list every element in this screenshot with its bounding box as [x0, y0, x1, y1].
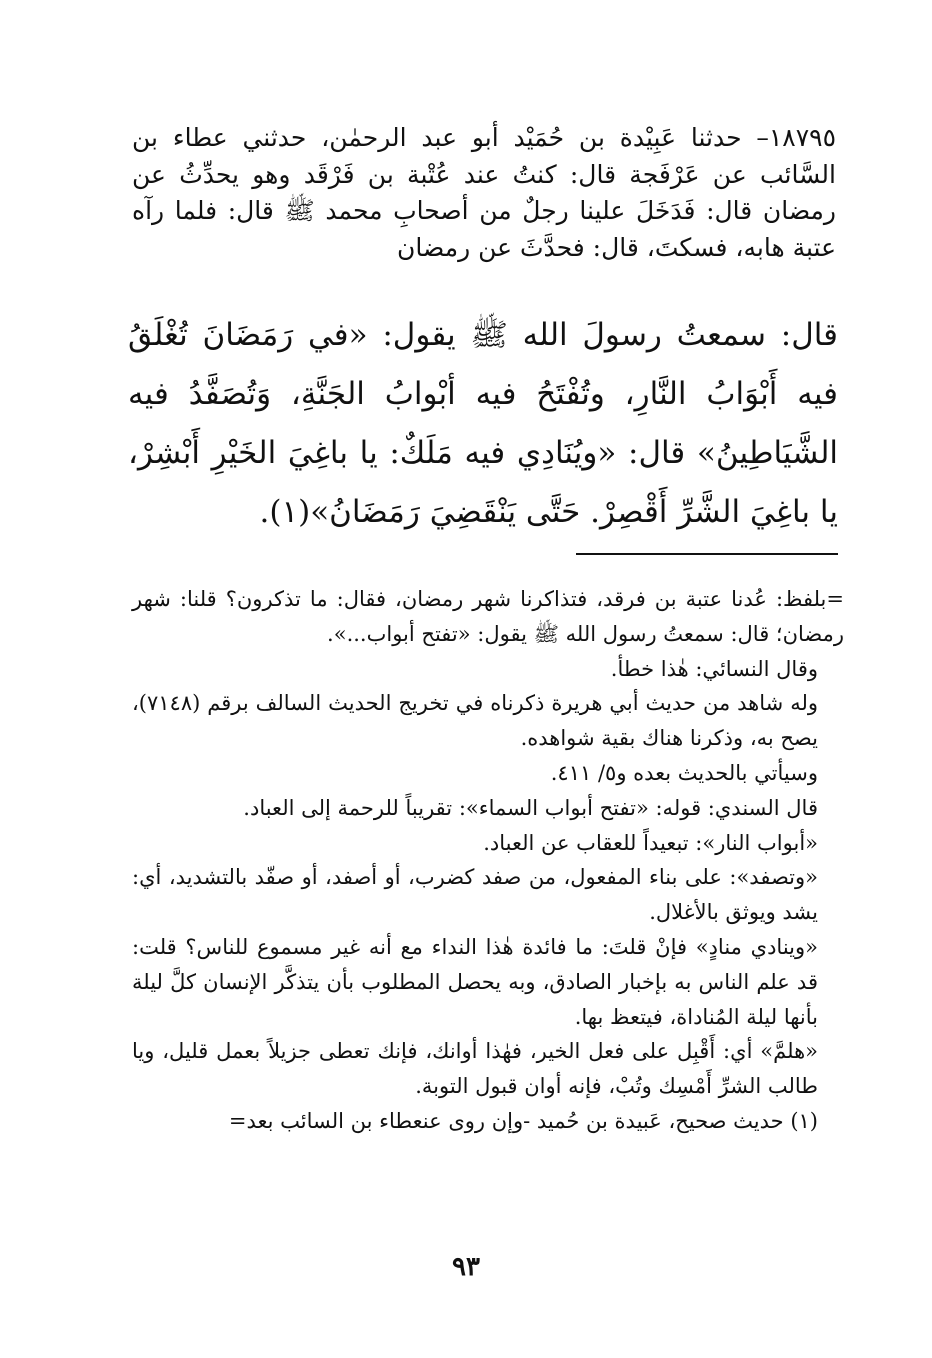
footnote-separator [576, 553, 838, 555]
footnotes [132, 582, 844, 1139]
footnote-line: وقال النسائي: هٰذا خطأ. [610, 656, 818, 681]
hadith-matn-paragraph: قال: سمعتُ رسولَ الله ﷺ يقول: «في رَمَضَانَ تُغْلَقُ فيه أَبْوَابُ النَّارِ، وتُفْتَحُ فيه أبْوابُ الجَنَّةِ، وَتُصَفَّدُ فيه الشَّيَاطِينُ» قال: «ويُنَادِي فيه مَلَكٌ: يا باغِيَ الخَيْرِ أَبْشِرْ، يا باغِيَ الشَّرِّ أَقْصِرْ. حَتَّى يَنْقَضِيَ رَمَضَانُ»(١). [128, 317, 838, 530]
footnote-line: «أبواب النار»: تبعيداً للعقاب عن العباد. [483, 830, 818, 855]
footnote-source-note: (١) حديث صحيح، عَبيدة بن حُميد -وإن روى عنعطاء بن السائب بعد= [228, 1108, 818, 1133]
footnote-line: =بلفظ: عُدنا عتبة بن فرقد، فتذاكرنا شهر رمضان، فقال: ما تذكرون؟ قلنا: شهر رمضان؛ قال: سمعتُ رسول الله ﷺ يقول: «تفتح أبواب...». [132, 587, 844, 646]
footnote-line: «هلمَّ» أي: أَقْبِل على فعل الخير، فهٰذا أوانك، فإنك تعطى جزيلاً بعمل قليل، ويا طالب الشرِّ أَمْسِك وتُبْ، فإنه أوان قبول التوبة. [132, 1039, 818, 1099]
footnote-line: «وتصفد»: على بناء المفعول، من صفد كضرب، أو أصفد، أو صفّد بالتشديد، أي: يشد ويوثق بالأغلال. [132, 865, 818, 925]
footnote-line: وله شاهد من حديث أبي هريرة ذكرناه في تخريج الحديث السالف برقم (٧١٤٨)، يصح به، وذكرنا هناك بقية شواهده. [132, 691, 818, 751]
hadith-isnad-paragraph: ١٨٧٩٥– حدثنا عَبِيْدة بن حُمَيْد أبو عبد الرحمٰن، حدثني عطاء بن السَّائب عن عَرْفَجة قال: كنتُ عند عُتْبة بن فَرْقَد وهو يحدِّثُ عن رمضان قال: فَدَخَلَ علينا رجلٌ من أصحابِ محمد ﷺ قال: فلما رآه عتبة هابه، فسكتَ، قال: فحدَّثَ عن رمضان [132, 123, 836, 262]
footnote-line: وسيأتي بالحديث بعده و٥/ ٤١١. [550, 760, 818, 785]
footnote-line: قال السندي: قوله: «تفتح أبواب السماء»: تقريباً للرحمة إلى العباد. [243, 795, 818, 820]
page-number: ٩٣ [452, 1252, 480, 1282]
footnote-line: «وينادي منادٍ» فإنْ قلتَ: ما فائدة هٰذا النداء مع أنه غير مسموع للناس؟ قلت: قد علم الناس به بإخبار الصادق، وبه يحصل المطلوب بأن يتذكَّر الإنسان كلَّ ليلة بأنها ليلة المُناداة، فيتعظ بها. [132, 934, 818, 1029]
